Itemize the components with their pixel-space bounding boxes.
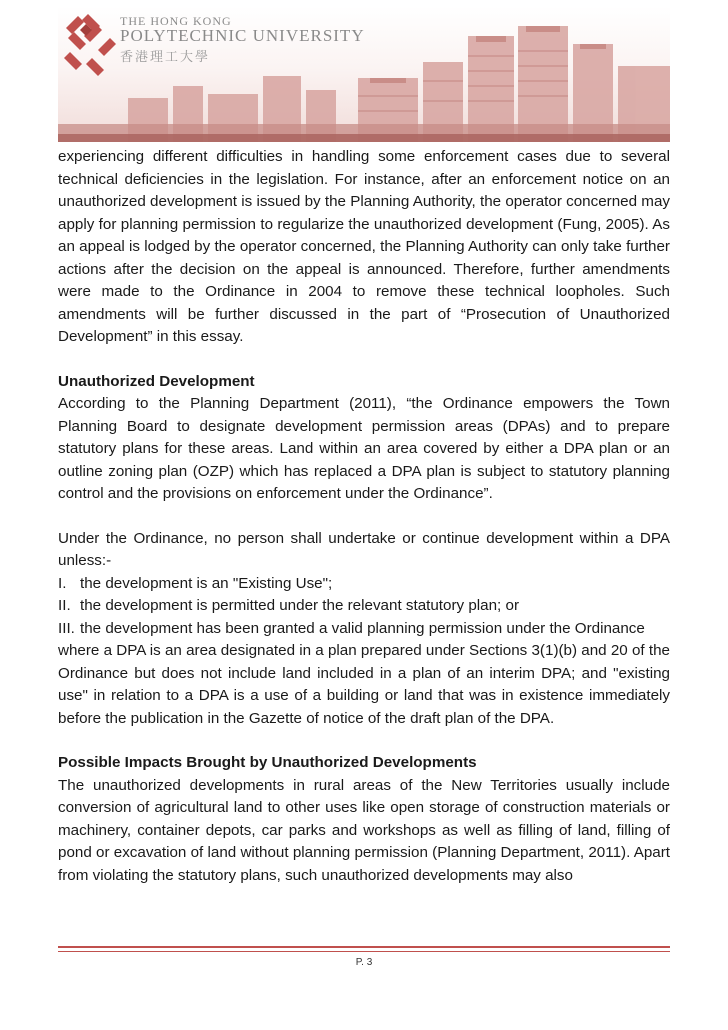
list-item-number: III. [58, 619, 75, 637]
list-item [58, 595, 670, 618]
header-banner [58, 6, 670, 142]
list-item [58, 573, 670, 596]
footer-divider [58, 946, 670, 948]
list-item [58, 618, 670, 641]
list-intro: Under the Ordinance, no person shall undertake or continue development within a DPA unless:- [58, 529, 670, 569]
list-outro: where a DPA is an area designated in a plan prepared under Sections 3(1)(b) and 20 of the Ordinance but does not include land included in a plan of an interim DPA; and "existing use" in relation to a DPA is a use of a building or land that was in existence immediately before the publication in the Gazette of notice of the draft plan of the DPA. [58, 642, 670, 727]
list-item-text: the development has been granted a valid planning permission under the Ordinance [80, 619, 645, 637]
page-number: P. 3 [355, 957, 373, 968]
document-body [58, 146, 670, 887]
list-item-number: I. [58, 574, 67, 592]
university-name-chinese: 香港理工大學 [120, 50, 211, 65]
section-heading-unauthorized-development: Unauthorized Development [58, 372, 255, 390]
list-item-number: II. [58, 597, 71, 614]
conditions-list [58, 573, 670, 641]
intro-paragraph: experiencing different difficulties in handling some enforcement cases due to several technical deficiencies in the legislation. For instance, after an enforcement notice on an unauthorized development is issued by the Planning Authority, the operator concerned may apply for planning permission to regularize the unauthorized development (Fung, 2005). As an appeal is lodged by the operator concerned, the Planning Authority can only take further actions after the decision on the appeal is announced. Therefore, further amendments were made to the Ordinance in 2004 to remove these technical loopholes. Such amendments will be further discussed in the part of “Prosecution of Unauthorized Development” in this essay. [58, 148, 670, 345]
footer-divider-thin [58, 951, 670, 952]
section1-paragraph: According to the Planning Department (2011), “the Ordinance empowers the Town Planning Board to designate development permission areas (DPAs) and to prepare statutory plans for these areas. Land within an area covered by either a DPA plan or an outline zoning plan (OZP) which has replaced a DPA plan is subject to statutory planning control and the provisions on enforcement under the Ordinance”. [58, 395, 670, 502]
university-name-line2: POLYTECHNIC UNIVERSITY [120, 26, 365, 45]
section2-paragraph: The unauthorized developments in rural areas of the New Territories usually include conversion of agricultural land to other uses like open storage of construction materials or machinery, container depots, car parks and workshops as well as filling of land, filling of pond or excavation of land without planning permission (Planning Department, 2011). Apart from violating the statutory plans, such unauthorized developments may also [58, 776, 670, 884]
university-logo-icon [64, 14, 116, 76]
list-item-text: the development is permitted under the relevant statutory plan; or [80, 597, 519, 614]
list-item-text: the development is an "Existing Use"; [80, 574, 333, 592]
section-heading-possible-impacts: Possible Impacts Brought by Unauthorized Developments [58, 754, 477, 771]
university-name-line1: THE HONG KONG [120, 14, 232, 28]
